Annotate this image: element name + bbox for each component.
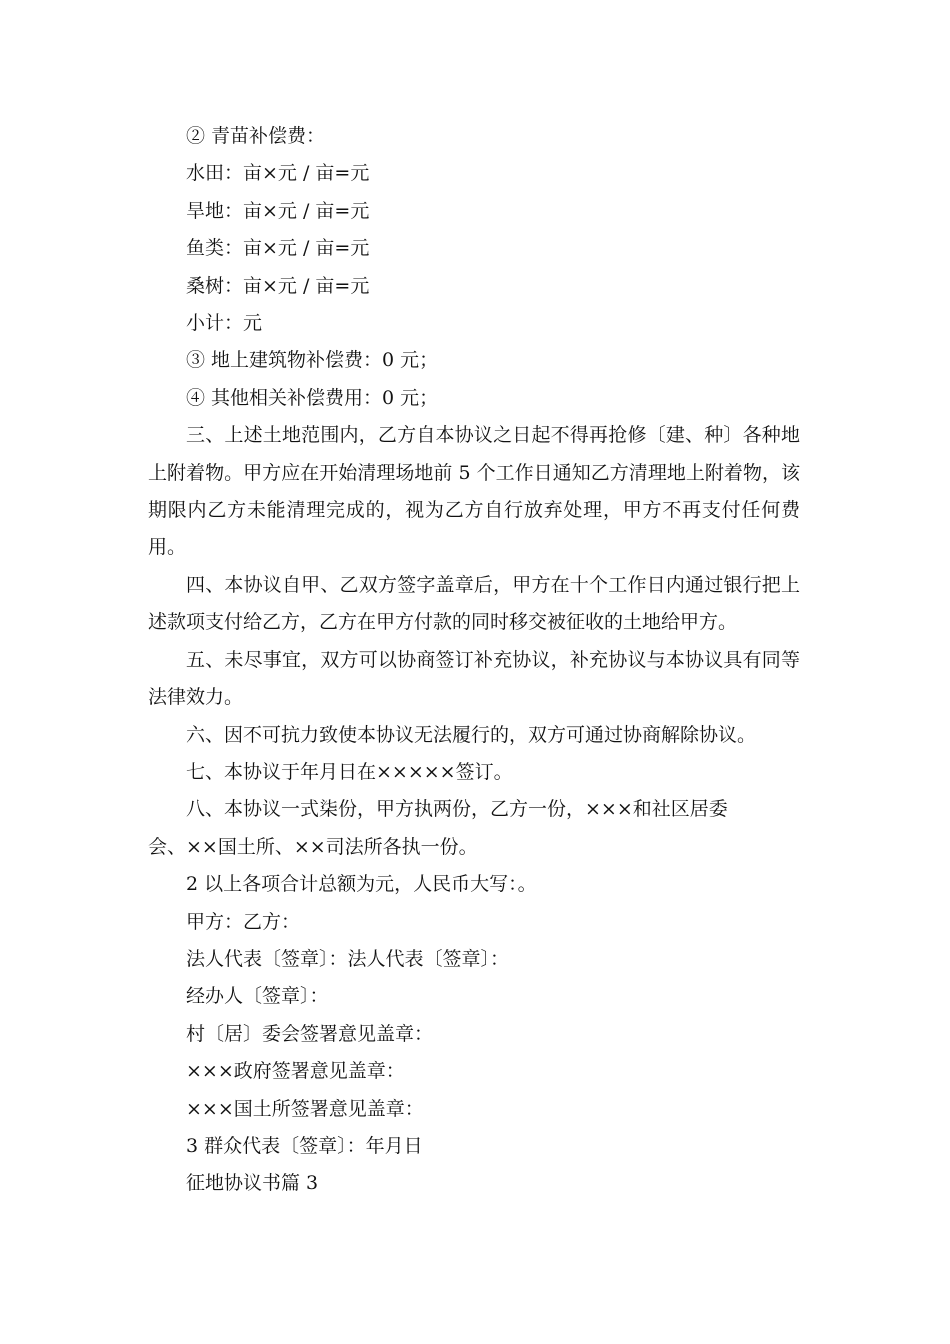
document-body (148, 118, 803, 1203)
clause-4: 四、本协议自甲、乙双方签字盖章后，甲方在十个工作日内通过银行把上述款项支付给乙方，乙方在甲方付款的同时移交被征收的土地给甲方。 (148, 573, 800, 634)
government-seal: ×××政府签署意见盖章： (186, 1060, 405, 1083)
clause-6: 六、因不可抗力致使本协议无法履行的，双方可通过协商解除协议。 (186, 723, 757, 746)
handler-signature: 经办人〔签章〕： (186, 985, 329, 1008)
section-heading: 征地协议书篇 3 (186, 1172, 319, 1195)
item-dry-land: 旱地：亩×元 / 亩=元 (186, 199, 370, 222)
clause-8-line-2: 会、××国土所、××司法所各执一份。 (148, 835, 478, 858)
item-mulberry: 桑树：亩×元 / 亩=元 (186, 274, 370, 297)
total-amount-line: 2 以上各项合计总额为元，人民币大写：。 (186, 873, 537, 896)
item-building-compensation: ③ 地上建筑物补偿费：0 元； (186, 349, 439, 372)
village-committee-seal: 村〔居〕委会签署意见盖章： (186, 1022, 434, 1045)
clause-3: 三、上述土地范围内，乙方自本协议之日起不得再抢修〔建、种〕各种地上附着物。甲方应在开始清理场地前 5 个工作日通知乙方清理地上附着物，该期限内乙方未能清理完成的，视为乙方自行放弃处理，甲方不再支付任何费用。 (148, 424, 800, 559)
clause-8-line-1: 八、本协议一式柒份，甲方执两份，乙方一份，×××和社区居委 (186, 798, 728, 821)
legal-representative-signatures: 法人代表〔签章〕：法人代表〔签章〕： (186, 947, 510, 970)
item-other-compensation: ④ 其他相关补偿费用：0 元； (186, 386, 439, 409)
public-representative-signature: 3 群众代表〔签章〕：年月日 (186, 1134, 423, 1157)
party-labels: 甲方：乙方： (186, 910, 301, 933)
clause-7: 七、本协议于年月日在×××××签订。 (186, 760, 513, 783)
item-subtotal: 小计：元 (186, 312, 263, 335)
clause-5: 五、未尽事宜，双方可以协商签订补充协议，补充协议与本协议具有同等法律效力。 (148, 648, 800, 709)
item-fish: 鱼类：亩×元 / 亩=元 (186, 237, 370, 260)
item-paddy-field: 水田：亩×元 / 亩=元 (186, 162, 370, 185)
land-office-seal: ×××国土所签署意见盖章： (186, 1097, 424, 1120)
item-seedling-compensation: ② 青苗补偿费： (186, 125, 326, 147)
